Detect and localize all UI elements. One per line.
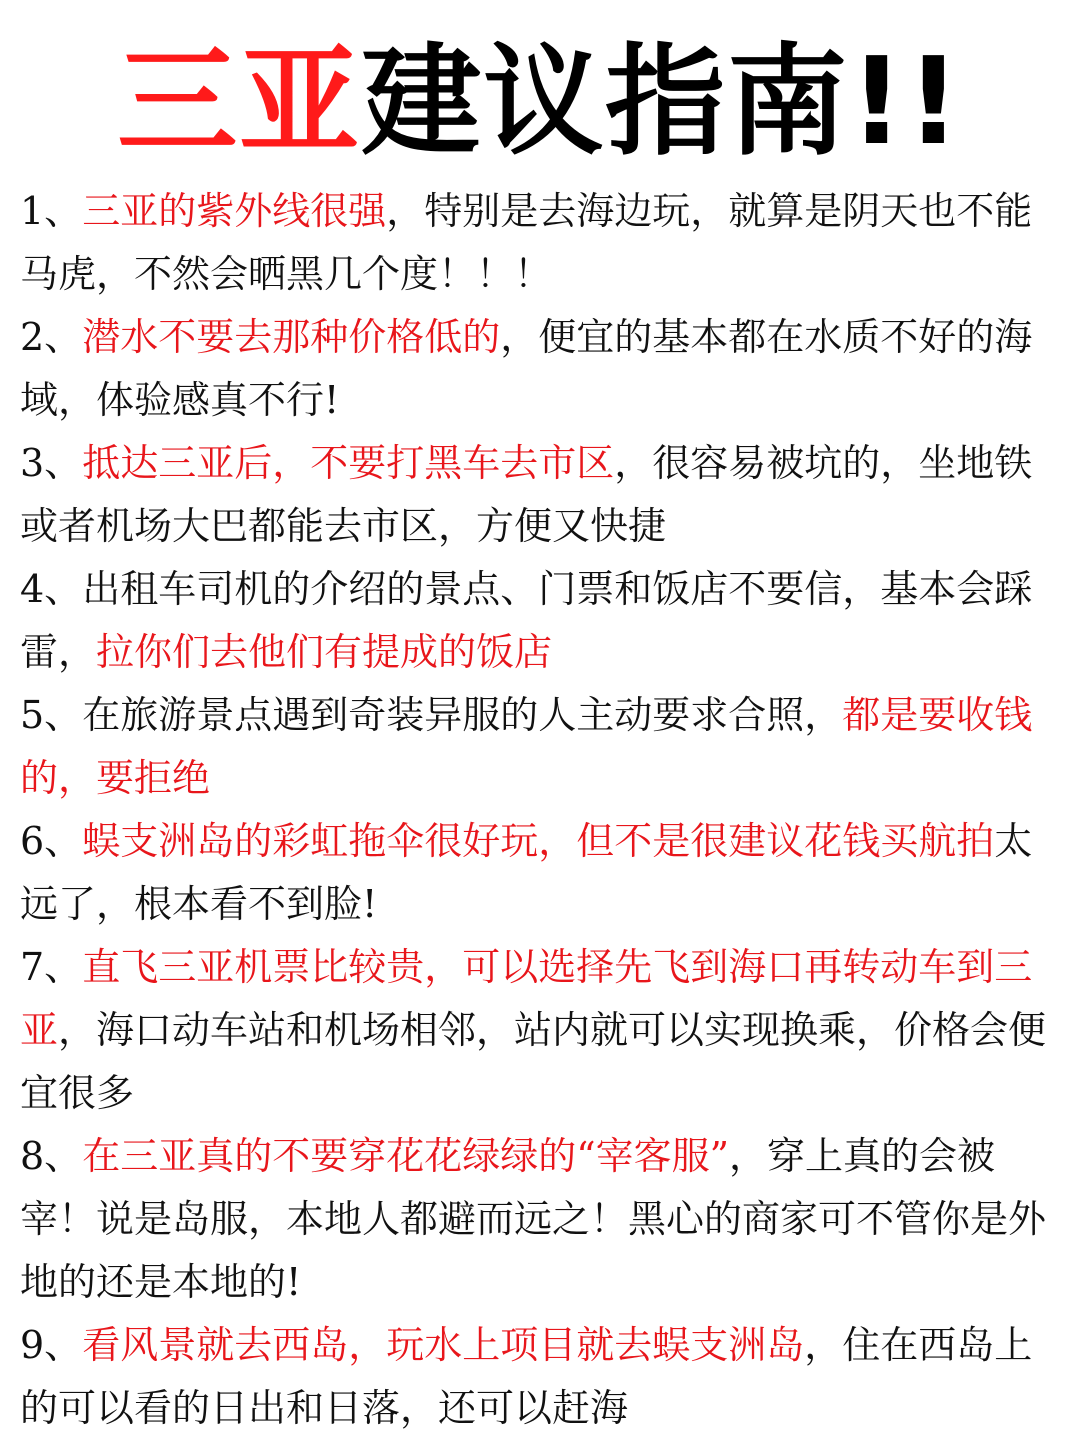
title-red-part: 三亚 <box>117 33 362 172</box>
tip-text: ，穿上真的会被宰！说是岛服，本地人都避而远之！黑心的商家可不管你是外地的还是本地的! <box>20 1134 1047 1304</box>
tip-number: 9、 <box>20 1323 83 1367</box>
tip-item-4 <box>20 558 1060 684</box>
tip-highlight: 抵达三亚后，不要打黑车去市区 <box>82 441 615 485</box>
tip-highlight: 看风景就去西岛，玩水上项目就去蜈支洲岛 <box>82 1323 805 1367</box>
tip-highlight: 拉你们去他们有提成的饭店 <box>96 630 553 674</box>
tip-number: 8、 <box>20 1134 83 1178</box>
tip-item-8 <box>20 1125 1060 1314</box>
tip-highlight: 在三亚真的不要穿花花绿绿的“宰客服” <box>82 1134 730 1178</box>
tip-text: ，海口动车站和机场相邻，站内就可以实现换乘，价格会便宜很多 <box>20 1008 1047 1115</box>
tip-number: 3、 <box>20 441 83 485</box>
tip-number: 7、 <box>20 945 83 989</box>
tip-text: ，特别是去海边玩，就算是阴天也不能马虎，不然会晒黑几个度！！！ <box>20 189 1033 296</box>
tip-highlight: 潜水不要去那种价格低的 <box>82 315 501 359</box>
tip-highlight: 都是要收钱的，要拒绝 <box>20 693 1033 800</box>
tip-number: 6、 <box>20 819 83 863</box>
tip-number: 2、 <box>20 315 83 359</box>
tip-text: ，便宜的基本都在水质不好的海域，体验感真不行! <box>20 315 1033 422</box>
tip-item-2 <box>20 306 1060 432</box>
tip-highlight: 蜈支洲岛的彩虹拖伞很好玩，但不是很建议花钱买航拍 <box>82 819 995 863</box>
tip-highlight: 三亚的紫外线很强 <box>82 189 387 233</box>
tips-list <box>20 180 1060 1440</box>
tip-highlight: 直飞三亚机票比较贵，可以选择先飞到海口再转动车到三亚 <box>20 945 1033 1052</box>
tip-text: 太远了，根本看不到脸! <box>20 819 1033 926</box>
tip-text: ，住在西岛上的可以看的日出和日落，还可以赶海 <box>20 1323 1033 1430</box>
tip-number: 5、 <box>20 693 83 737</box>
tip-number: 4、 <box>20 567 83 611</box>
tip-item-9 <box>20 1314 1060 1440</box>
tip-text: 在旅游景点遇到奇装异服的人主动要求合照， <box>82 693 843 737</box>
tip-number: 1、 <box>20 189 83 233</box>
title-black-part: 建议指南!! <box>361 33 963 172</box>
page-title <box>20 28 1060 178</box>
tip-text: 出租车司机的介绍的景点、门票和饭店不要信，基本会踩雷， <box>20 567 1033 674</box>
tip-item-6 <box>20 810 1060 936</box>
tip-item-1 <box>20 180 1060 306</box>
tip-item-5 <box>20 684 1060 810</box>
tip-item-7 <box>20 936 1060 1125</box>
tip-item-3 <box>20 432 1060 558</box>
tip-text: ，很容易被坑的，坐地铁或者机场大巴都能去市区，方便又快捷 <box>20 441 1033 548</box>
